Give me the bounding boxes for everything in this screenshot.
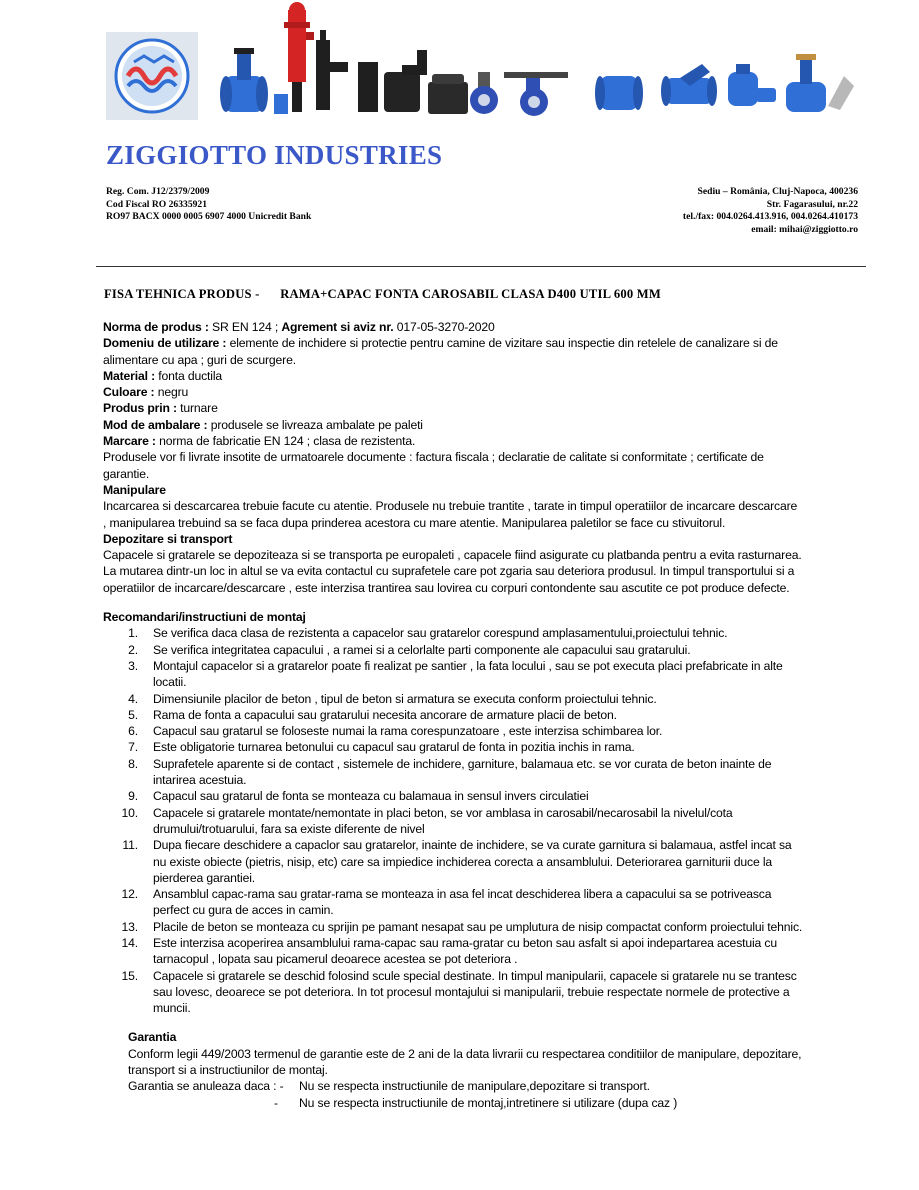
garantie-section	[128, 1029, 803, 1110]
garantie-anuleaza-row	[128, 1095, 803, 1111]
norma-label: Norma de produs :	[103, 320, 209, 334]
item-number: 5.	[128, 707, 138, 722]
item-number: 15.	[121, 968, 138, 983]
manipulare-heading: Manipulare	[103, 482, 166, 497]
ambalare-label: Mod de ambalare :	[103, 417, 208, 432]
document-title	[104, 287, 661, 302]
item-number: 7.	[128, 740, 138, 755]
domeniu-line	[103, 335, 803, 368]
reg-line: RO97 BACX 0000 0005 6907 4000 Unicredit Bank	[106, 211, 312, 222]
y-strainer-icon	[661, 64, 717, 106]
ball-valve-icon	[786, 54, 854, 112]
item-number: 12.	[121, 887, 138, 902]
domeniu-label: Domeniu de utilizare :	[103, 336, 227, 351]
list-item	[103, 739, 803, 755]
list-item	[103, 788, 803, 804]
title-prefix: FISA TEHNICA PRODUS -	[104, 287, 260, 301]
manipulare-text: Incarcarea si descarcarea trebuie facute cu atentie. Produsele nu trebuie trantite , tarate in timpul operatiilor de incarcare descarcare , manipularea trebuind sa se faca dupa prinderea acestora cu mare atentie. Manipularea paletilor se face cu stivuitorul.	[103, 499, 798, 530]
item-number: 10.	[121, 805, 138, 820]
item-text: Capacele si gratarele montate/nemontate in placi beton, se vor amblasa in carosabil/necarosabil la nivelul/cota drumului/trotuarului, fara sa existe diferente de nivel	[153, 805, 733, 836]
ambalare-line	[103, 417, 803, 433]
anuleaza-condition: Nu se respecta instructiunile de manipulare,depozitare si transport.	[299, 1079, 650, 1094]
garantie-text: Conform legii 449/2003 termenul de garantie este de 2 ani de la data livrarii cu respectarea conditiilor de manipulare, depozitare, transport si a instructiunilor de montaj.	[128, 1046, 802, 1078]
produs-line	[103, 400, 803, 416]
marcare-line	[103, 433, 803, 449]
item-text: Dimensiunile placilor de beton , tipul de beton si armatura se executa conform proiectului tehnic.	[153, 691, 657, 706]
item-number: 3.	[128, 658, 138, 673]
fire-hydrant-icon	[274, 2, 314, 114]
item-text: Capacul sau gratarul de fonta se monteaza cu balamaua in sensul invers circulatiei	[153, 789, 589, 804]
list-item	[103, 805, 803, 838]
item-text: Montajul capacelor si a gratarelor poate fi realizat pe santier , la fata locului , sau se pot executa placi prefabricate in alte locatii.	[153, 658, 783, 690]
item-number: 6.	[128, 724, 138, 739]
item-number: 14.	[121, 935, 138, 950]
item-text: Placile de beton se monteaza cu sprijin pe pamant nesapat sau pe umplutura de nisip compactat conform proiectului tehnic.	[153, 919, 803, 934]
item-number: 13.	[121, 919, 138, 934]
item-number: 8.	[128, 756, 138, 771]
marcare-label: Marcare :	[103, 434, 156, 449]
air-valve-icon	[728, 64, 776, 106]
ambalare-value: produsele se livreaza ambalate pe paleti	[207, 417, 423, 432]
list-item	[103, 723, 803, 739]
anuleaza-label: Garantia se anuleaza daca : -	[128, 1079, 284, 1094]
list-item	[103, 756, 803, 789]
culoare-label: Culoare :	[103, 385, 155, 400]
item-number: 1.	[128, 626, 138, 641]
item-number: 11.	[122, 838, 138, 853]
list-item	[103, 625, 803, 641]
depozitare-heading: Depozitare si transport	[103, 531, 233, 546]
address-line: email: mihai@ziggiotto.ro	[751, 223, 858, 235]
list-item	[103, 658, 803, 691]
address-line: Sediu – România, Cluj-Napoca, 400236	[697, 186, 858, 197]
item-number: 2.	[128, 642, 138, 657]
norma-value: SR EN 124 ;	[208, 320, 282, 334]
item-text: Ansamblul capac-rama sau gratar-rama se monteaza in asa fel incat deschiderea libera a capacului sa se potriveasca perfect cu gura de acces in camin.	[153, 887, 772, 918]
butterfly-valve-icon	[470, 72, 568, 116]
item-text: Suprafetele aparente si de contact , sistemele de inchidere, garniture, balamaua etc. se vor curata de beton inainte de intarirea acestuia.	[153, 756, 772, 788]
address-line: tel./fax: 004.0264.413.916, 004.0264.410173	[682, 211, 858, 222]
domeniu-value: elemente de inchidere si protectie pentru camine de vizitare sau inspectie din retelele de canalizare si de alimentare cu apa ; guri de scurgere.	[103, 336, 778, 367]
agrement-value: 017-05-3270-2020	[393, 320, 495, 334]
address-info	[683, 186, 858, 236]
list-item	[103, 968, 803, 1017]
registration-info	[106, 186, 311, 224]
depozitare-text: Capacele si gratarele se depoziteaza si se transporta pe europaleti , capacele fiind asigurate cu platbanda pentru a evita rasturnarea. La mutarea dintr-un loc in altul se va evita contactul cu suprafetele care pot zgaria sau deteriora produsul. In timpul transportului si a operatiilor de incarcare/descarcare , este interzisa trantirea sau lovirea cu corpuri contondente sau ascutite ce pot produce defecte.	[103, 548, 802, 595]
product-banner	[106, 2, 854, 122]
list-item	[103, 919, 803, 935]
manhole-cover-icon	[428, 74, 468, 114]
check-valve-icon	[595, 76, 643, 110]
reg-line: Reg. Com. J12/2379/2009	[106, 186, 210, 197]
list-item	[103, 642, 803, 658]
anuleaza-condition: Nu se respecta instructiunile de montaj,intretinere si utilizare (dupa caz )	[299, 1095, 678, 1110]
produs-value: turnare	[176, 401, 218, 416]
pipe-fitting-icon	[316, 30, 422, 112]
list-item	[103, 837, 803, 886]
material-value: fonta ductila	[155, 368, 223, 383]
material-line	[103, 368, 803, 384]
address-line: Str. Fagarasului, nr.22	[766, 198, 858, 210]
norma-line	[103, 319, 803, 335]
recomandari-heading: Recomandari/instructiuni de montaj	[103, 610, 306, 625]
company-logo-icon	[106, 32, 198, 120]
document-body	[103, 319, 803, 1111]
item-text: Capacul sau gratarul se foloseste numai la rama corespunzatoare , este interzisa schimbarea lor.	[153, 724, 663, 739]
item-text: Rama de fonta a capacului sau gratarului necesita ancorare de armature placii de beton.	[153, 707, 617, 722]
company-name: ZIGGIOTTO INDUSTRIES	[106, 140, 443, 170]
reg-line: Cod Fiscal RO 26335921	[106, 198, 208, 210]
list-item	[103, 935, 803, 968]
item-text: Se verifica integritatea capacului , a ramei si a celorlalte parti componente ale capacului sau gratarului.	[153, 642, 691, 657]
item-number: 9.	[128, 789, 138, 804]
garantie-anuleaza-row	[128, 1078, 803, 1094]
item-text: Este interzisa acoperirea ansamblului rama-capac sau rama-gratar cu beton sau asfalt si apoi indepartarea acestuia cu tarnacopul , lopata sau picamerul deoarece acestea se pot deteriora .	[153, 935, 777, 967]
produs-label: Produs prin :	[103, 401, 177, 416]
list-item	[103, 691, 803, 707]
list-item	[103, 886, 803, 919]
culoare-line	[103, 384, 803, 400]
item-text: Este obligatorie turnarea betonului cu capacul sau gratarul de fonta in pozitia inchis in rama.	[153, 740, 635, 755]
documente-line: Produsele vor fi livrate insotite de urmatoarele documente : factura fiscala ; declaratie de calitate si conformitate ; certificate de garantie.	[103, 450, 764, 481]
item-number: 4.	[128, 691, 138, 706]
header-divider	[96, 266, 866, 267]
garantie-heading: Garantia	[128, 1030, 177, 1045]
material-label: Material :	[103, 368, 156, 383]
agrement-label: Agrement si aviz nr.	[281, 320, 394, 334]
list-item	[103, 707, 803, 723]
gate-valve-icon	[220, 48, 268, 112]
marcare-value: norma de fabricatie EN 124 ; clasa de rezistenta.	[155, 434, 416, 449]
instructions-list	[103, 625, 803, 1016]
item-text: Se verifica daca clasa de rezistenta a capacelor sau gratarelor corespund amplasamentului,proiectului tehnic.	[153, 626, 728, 641]
item-text: Dupa fiecare deschidere a capaclor sau gratarelor, inainte de inchidere, se va curate garnitura si balamaua, astfel incat sa nu existe obiecte (pietris, nisip, etc) care sa impiedice inchiderea corecta a ansamblului. Deteriorarea garniturii duce la pierderea garantiei.	[153, 838, 792, 885]
condition-dash: -	[274, 1095, 278, 1110]
culoare-value: negru	[154, 385, 189, 400]
title-product: RAMA+CAPAC FONTA CAROSABIL CLASA D400 UTIL 600 MM	[280, 287, 661, 301]
item-text: Capacele si gratarele se deschid folosind scule special destinate. In timpul manipularii, capacele si gratarele nu se trantesc sau lovesc, deoarece se pot deteriora. In tot procesul montajului si manipularii, trebuie respectate normele de protective a muncii.	[153, 968, 797, 1016]
